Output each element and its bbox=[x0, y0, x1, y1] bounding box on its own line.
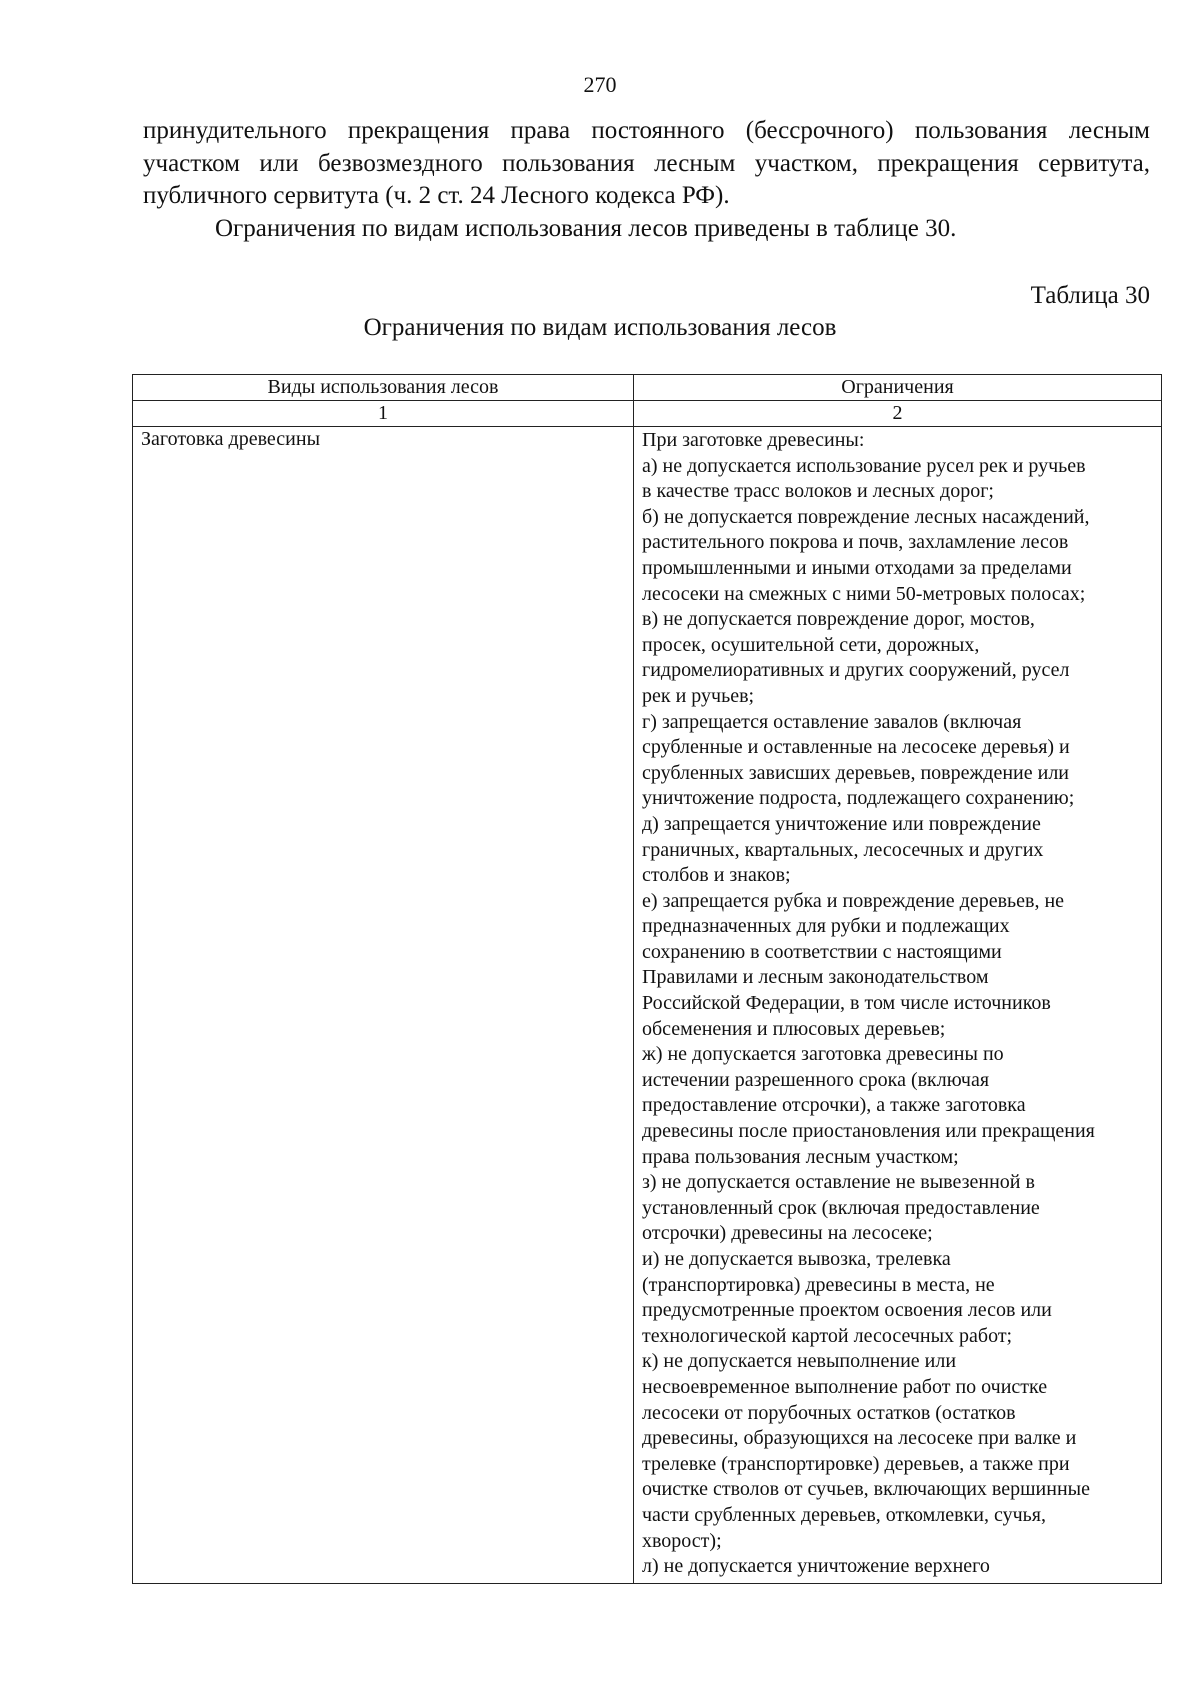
restriction-line: граничных, квартальных, лесосечных и других bbox=[642, 838, 1044, 861]
restriction-line: установленный срок (включая предоставление bbox=[642, 1196, 1040, 1219]
restriction-line: предоставление отсрочки), а также заготовка bbox=[642, 1094, 1026, 1117]
restriction-line: (транспортировка) древесины в места, не bbox=[642, 1273, 995, 1296]
restriction-line: столбов и знаков; bbox=[642, 864, 791, 887]
column-number-row bbox=[133, 401, 1162, 427]
restriction-line: Правилами и лесным законодательством bbox=[642, 966, 989, 989]
restriction-line: рек и ручьев; bbox=[642, 684, 755, 707]
restriction-line: предусмотренные проектом освоения лесов или bbox=[642, 1299, 1052, 1322]
restriction-line: л) не допускается уничтожение верхнего bbox=[642, 1555, 990, 1578]
restriction-line: ж) не допускается заготовка древесины по bbox=[642, 1043, 1004, 1066]
restriction-line: е) запрещается рубка и повреждение деревьев, не bbox=[642, 889, 1065, 912]
intro-paragraph-1: принудительного прекращения права постоянного (бессрочного) пользования лесным участком или безвозмездного пользования лесным участком, прекращения сервитута, публичного сервитута (ч. 2 ст. 24 Лесного кодекса РФ). bbox=[143, 117, 1150, 209]
restriction-line: растительного покрова и почв, захламление лесов bbox=[642, 531, 1069, 554]
restriction-line: срубленных зависших деревьев, повреждение или bbox=[642, 761, 1070, 784]
column-number-1: 1 bbox=[133, 401, 634, 427]
restriction-line: уничтожение подроста, подлежащего сохранению; bbox=[642, 787, 1075, 810]
restriction-line: з) не допускается оставление не вывезенной в bbox=[642, 1171, 1035, 1194]
intro-text bbox=[143, 115, 1150, 245]
restriction-line: просек, осушительной сети, дорожных, bbox=[642, 633, 980, 656]
restriction-line: истечении разрешенного срока (включая bbox=[642, 1068, 990, 1091]
restriction-line: г) запрещается оставление завалов (включая bbox=[642, 710, 1022, 733]
restriction-line: Российской Федерации, в том числе источников bbox=[642, 992, 1051, 1015]
restriction-line: При заготовке древесины: bbox=[642, 429, 865, 451]
restriction-line: промышленными и иными отходами за пределами bbox=[642, 556, 1072, 579]
restriction-line: части срубленных деревьев, откомлевки, сучья, bbox=[642, 1503, 1046, 1526]
restriction-line: очистке стволов от сучьев, включающих вершинные bbox=[642, 1478, 1090, 1501]
restriction-line: отсрочки) древесины на лесосеке; bbox=[642, 1222, 933, 1245]
restriction-line: сохранению в соответствии с настоящими bbox=[642, 940, 1002, 963]
restriction-line: в качестве трасс волоков и лесных дорог; bbox=[642, 480, 994, 503]
header-use-type: Виды использования лесов bbox=[133, 375, 634, 401]
restriction-line: технологической картой лесосечных работ; bbox=[642, 1324, 1013, 1347]
restriction-line: древесины после приостановления или прекращения bbox=[642, 1120, 1095, 1143]
table-title: Ограничения по видам использования лесов bbox=[363, 314, 837, 341]
intro-paragraph-2: Ограничения по видам использования лесов приведены в таблице 30. bbox=[215, 214, 957, 242]
restriction-line: хворост); bbox=[642, 1529, 722, 1552]
restriction-line: несвоевременное выполнение работ по очистке bbox=[642, 1375, 1048, 1398]
restriction-line: срубленные и оставленные на лесосеке деревья) и bbox=[642, 736, 1070, 759]
restriction-line: предназначенных для рубки и подлежащих bbox=[642, 915, 1010, 938]
restriction-line: д) запрещается уничтожение или повреждение bbox=[642, 812, 1041, 835]
restriction-line: права пользования лесным участком; bbox=[642, 1145, 959, 1168]
restriction-line: обсеменения и плюсовых деревьев; bbox=[642, 1017, 946, 1040]
restriction-line: трелевке (транспортировке) деревьев, а также при bbox=[642, 1452, 1070, 1475]
restriction-line: а) не допускается использование русел рек и ручьев bbox=[642, 454, 1086, 477]
use-type-cell: Заготовка древесины bbox=[133, 427, 634, 1584]
restriction-cell bbox=[634, 427, 1162, 1584]
table-label: Таблица 30 bbox=[1030, 282, 1150, 309]
restriction-line: и) не допускается вывозка, трелевка bbox=[642, 1248, 951, 1270]
column-number-2: 2 bbox=[634, 401, 1162, 427]
restriction-line: лесосеки на смежных с ними 50-метровых полосах; bbox=[642, 582, 1086, 605]
restriction-line: в) не допускается повреждение дорог, мостов, bbox=[642, 608, 1035, 631]
header-restrictions: Ограничения bbox=[634, 375, 1162, 401]
page-number: 270 bbox=[583, 72, 617, 97]
restriction-line: лесосеки от порубочных остатков (остатков bbox=[642, 1401, 1016, 1424]
restriction-line: к) не допускается невыполнение или bbox=[642, 1350, 957, 1373]
restrictions-table bbox=[132, 374, 1162, 1584]
restriction-line: гидромелиоративных и других сооружений, русел bbox=[642, 659, 1070, 682]
restriction-line: б) не допускается повреждение лесных насаждений, bbox=[642, 505, 1090, 528]
table-row bbox=[133, 427, 1162, 1584]
restriction-line: древесины, образующихся на лесосеке при валке и bbox=[642, 1427, 1077, 1450]
table-header-row bbox=[133, 375, 1162, 401]
